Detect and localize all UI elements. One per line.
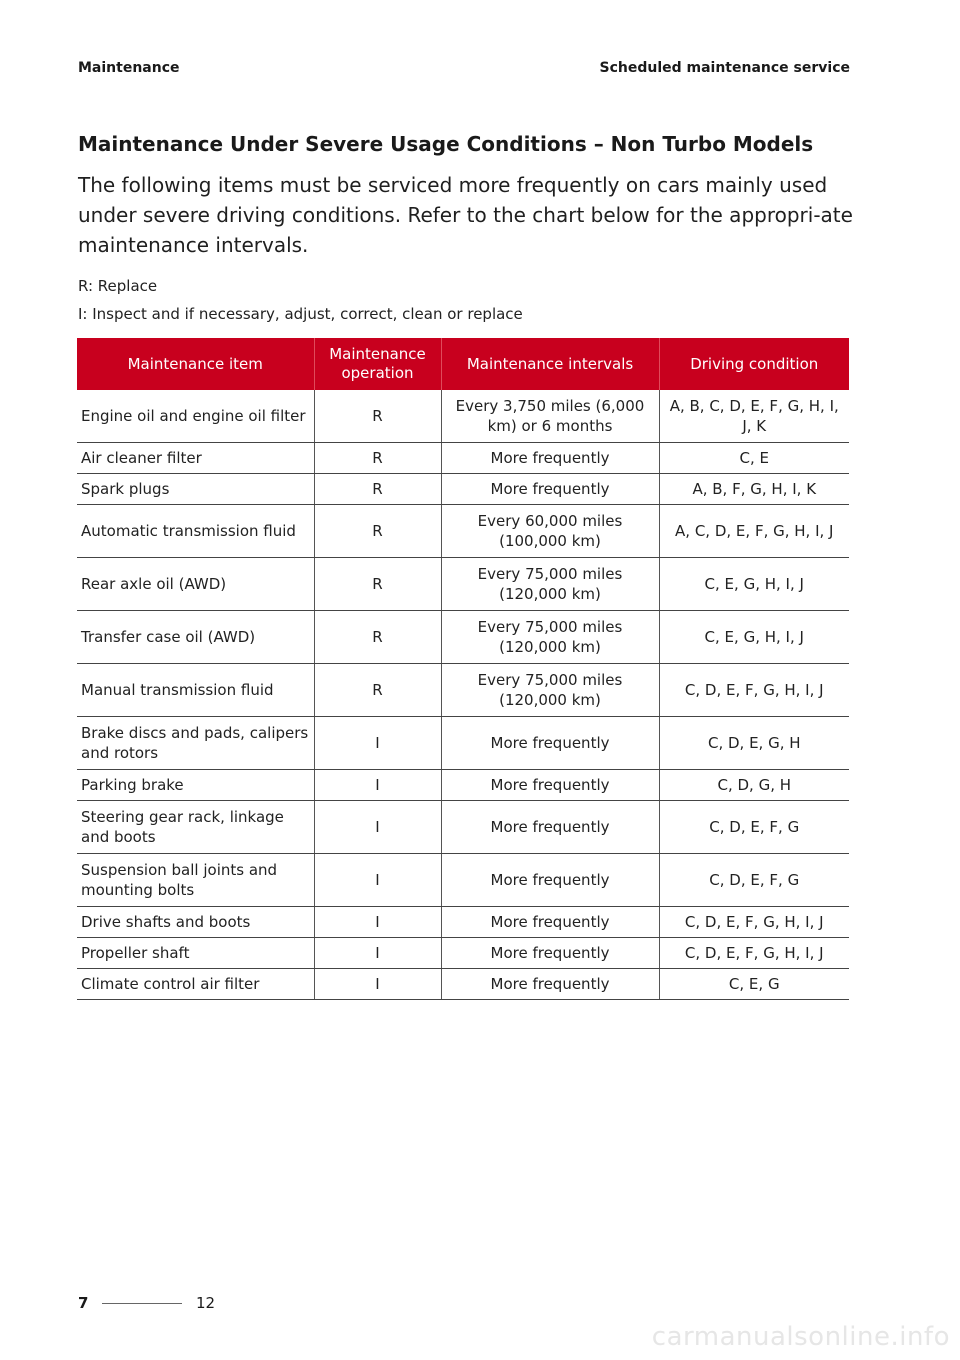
table-row (77, 770, 849, 801)
cell-operation: I (314, 770, 441, 801)
cell-operation: R (314, 474, 441, 505)
cell-item: Engine oil and engine oil filter (77, 390, 314, 443)
legend-inspect: I: Inspect and if necessary, adjust, correct, clean or replace (78, 305, 523, 323)
cell-condition: C, E, G, H, I, J (659, 558, 849, 611)
cell-operation: R (314, 443, 441, 474)
cell-item: Manual transmission fluid (77, 664, 314, 717)
table-row (77, 611, 849, 664)
cell-interval: More frequently (441, 938, 659, 969)
table-row (77, 801, 849, 854)
cell-condition: C, E, G, H, I, J (659, 611, 849, 664)
cell-operation: R (314, 611, 441, 664)
cell-interval: More frequently (441, 770, 659, 801)
header-section: Maintenance (78, 60, 180, 76)
table-body (77, 390, 849, 1000)
header-driving-condition: Driving condition (659, 338, 849, 390)
cell-item: Climate control air filter (77, 969, 314, 1000)
cell-interval: Every 3,750 miles (6,000 km) or 6 months (441, 390, 659, 443)
cell-item: Transfer case oil (AWD) (77, 611, 314, 664)
intro-paragraph: The following items must be serviced more frequently on cars mainly used under severe driving conditions. Refer to the chart below for the appropri-ate maintenance intervals. (78, 173, 853, 257)
table-row (77, 938, 849, 969)
table-row (77, 390, 849, 443)
cell-item: Automatic transmission fluid (77, 505, 314, 558)
cell-condition: C, D, E, F, G (659, 801, 849, 854)
cell-operation: I (314, 717, 441, 770)
cell-condition: A, B, C, D, E, F, G, H, I, J, K (659, 390, 849, 443)
table-row (77, 505, 849, 558)
page-number: 12 (196, 1294, 216, 1312)
table-header-row (77, 338, 849, 390)
cell-interval: More frequently (441, 907, 659, 938)
cell-condition: C, D, E, F, G, H, I, J (659, 907, 849, 938)
cell-condition: A, C, D, E, F, G, H, I, J (659, 505, 849, 558)
table-row (77, 664, 849, 717)
cell-interval: More frequently (441, 474, 659, 505)
cell-interval: Every 60,000 miles (100,000 km) (441, 505, 659, 558)
cell-operation: I (314, 801, 441, 854)
cell-operation: I (314, 969, 441, 1000)
cell-condition: C, D, G, H (659, 770, 849, 801)
cell-interval: Every 75,000 miles (120,000 km) (441, 664, 659, 717)
cell-operation: I (314, 907, 441, 938)
cell-operation: R (314, 390, 441, 443)
cell-condition: C, D, E, G, H (659, 717, 849, 770)
cell-operation: R (314, 558, 441, 611)
cell-condition: A, B, F, G, H, I, K (659, 474, 849, 505)
table-row (77, 558, 849, 611)
cell-operation: I (314, 854, 441, 907)
table-row (77, 443, 849, 474)
legend-replace: R: Replace (78, 277, 158, 295)
cell-item: Parking brake (77, 770, 314, 801)
header-maintenance-operation: Maintenance operation (314, 338, 441, 390)
cell-condition: C, E (659, 443, 849, 474)
cell-condition: C, D, E, F, G (659, 854, 849, 907)
table-row (77, 907, 849, 938)
cell-interval: More frequently (441, 801, 659, 854)
cell-interval: More frequently (441, 717, 659, 770)
cell-interval: Every 75,000 miles (120,000 km) (441, 558, 659, 611)
table-row (77, 474, 849, 505)
cell-item: Propeller shaft (77, 938, 314, 969)
cell-operation: I (314, 938, 441, 969)
table-row (77, 969, 849, 1000)
chapter-number: 7 (78, 1294, 89, 1312)
cell-item: Drive shafts and boots (77, 907, 314, 938)
cell-interval: More frequently (441, 854, 659, 907)
cell-condition: C, E, G (659, 969, 849, 1000)
header-maintenance-item: Maintenance item (77, 338, 314, 390)
cell-condition: C, D, E, F, G, H, I, J (659, 938, 849, 969)
maintenance-table (77, 338, 849, 1000)
footer-divider (102, 1303, 182, 1304)
table-row (77, 854, 849, 907)
header-chapter: Scheduled maintenance service (599, 60, 850, 76)
cell-item: Brake discs and pads, calipers and rotors (77, 717, 314, 770)
cell-operation: R (314, 505, 441, 558)
table-row (77, 717, 849, 770)
watermark: carmanualsonline.info (651, 1322, 950, 1352)
cell-condition: C, D, E, F, G, H, I, J (659, 664, 849, 717)
cell-interval: Every 75,000 miles (120,000 km) (441, 611, 659, 664)
cell-interval: More frequently (441, 969, 659, 1000)
cell-operation: R (314, 664, 441, 717)
cell-item: Suspension ball joints and mounting bolts (77, 854, 314, 907)
header-maintenance-intervals: Maintenance intervals (441, 338, 659, 390)
cell-interval: More frequently (441, 443, 659, 474)
page-title: Maintenance Under Severe Usage Conditions – Non Turbo Models (78, 132, 814, 156)
cell-item: Spark plugs (77, 474, 314, 505)
cell-item: Air cleaner filter (77, 443, 314, 474)
cell-item: Rear axle oil (AWD) (77, 558, 314, 611)
cell-item: Steering gear rack, linkage and boots (77, 801, 314, 854)
